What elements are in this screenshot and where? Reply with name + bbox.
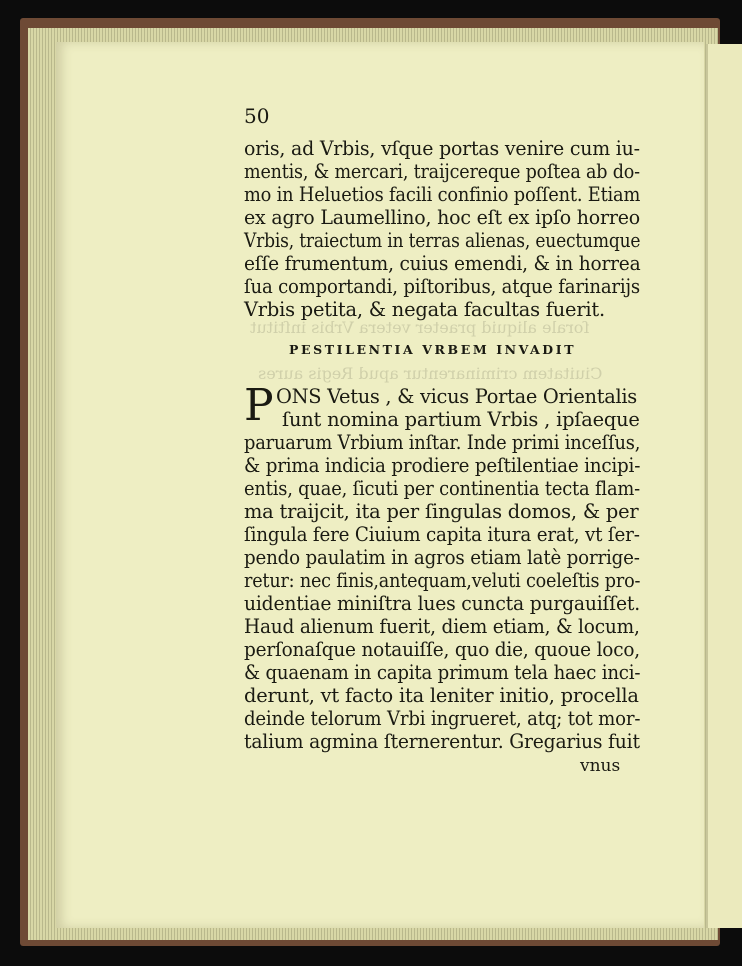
text-line: deinde telorum Vrbi ingrueret, atq; tot mor- [244, 707, 641, 730]
text-line: pendo paulatim in agros etiam latè porrige- [244, 546, 640, 569]
text-line: oris, ad Vrbis, vſque portas venire cum iu- [244, 137, 640, 160]
text-line: ex agro Laumellino, hoc eſt ex ipſo horreo [244, 206, 640, 229]
page-number: 50 [244, 104, 270, 128]
text-line: ſua comportandi, piſtoribus, atque farinarijs [244, 275, 640, 298]
text-line: perſonaſque notauiſſe, quo die, quoue loco, [244, 638, 640, 661]
text-line: entis, quae, ſicuti per continentia tecta flam- [244, 477, 641, 500]
bleed-through-text: Ciuitatem criminarentur apud Regis aures [258, 364, 603, 383]
text-line: ma traijcit, ita per ſingulas domos, & per [244, 500, 639, 523]
text-line: paruarum Vrbium inſtar. Inde primi inceſſus, [244, 431, 641, 454]
text-line: talium agmina ſternerentur. Gregarius fuit [244, 730, 640, 753]
text-line: Vrbis, traiectum in terras alienas, euectumque [244, 229, 641, 252]
text-line: & prima indicia prodiere peſtilentiae incipi- [244, 454, 641, 477]
text-line: Haud alienum fuerit, diem etiam, & locum, [244, 615, 640, 638]
section-heading: PESTILENTIA VRBEM INVADIT [289, 342, 577, 357]
text-line: ſingula fere Ciuium capita itura erat, vt ſer- [244, 523, 640, 546]
text-line: mo in Heluetios facili confinio poſſent. Etiam [244, 183, 641, 206]
text-line: ſunt nomina partium Vrbis , ipſaeque [282, 408, 640, 431]
text-line: retur: nec finis,antequam,veluti coeleſtis pro- [244, 569, 641, 592]
text-line: & quaenam in capita primum tela haec inci- [244, 661, 641, 684]
text-line: eſſe frumentum, cuius emendi, & in horrea [244, 252, 641, 275]
catchword: vnus [580, 756, 621, 776]
text-line: Vrbis petita, & negata facultas fuerit. [244, 298, 605, 321]
right-page-edge [706, 44, 742, 928]
text-line: uidentiae miniſtra lues cuncta purgauiſſet. [244, 592, 641, 615]
drop-cap: P [244, 380, 274, 431]
text-line: derunt, vt facto ita leniter initio, procella [244, 684, 639, 707]
bleed-through-text: ſorale aliquid praeter vetera Vrbis inſtitut [250, 318, 590, 337]
text-line: ONS Vetus , & vicus Portae Orientalis [276, 385, 637, 408]
text-line: mentis, & mercari, traijcereque poſtea ab do- [244, 160, 640, 183]
